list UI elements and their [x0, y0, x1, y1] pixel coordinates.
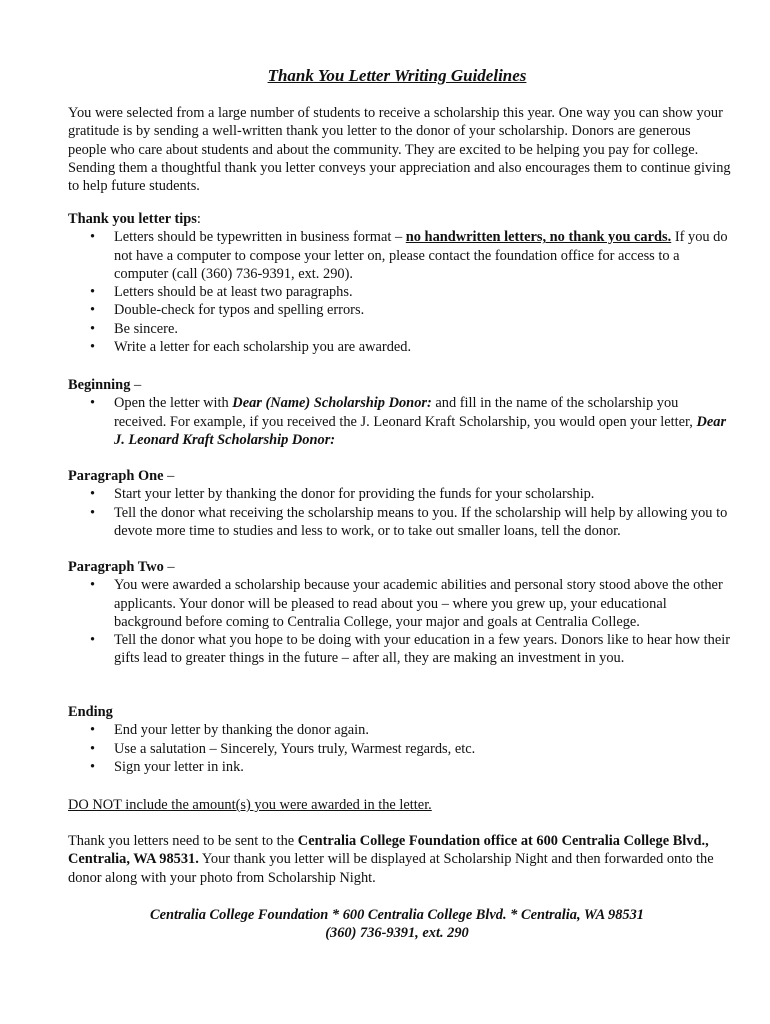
list-item: • End your letter by thanking the donor again.: [68, 721, 732, 739]
ending-heading-label: Ending: [68, 704, 113, 720]
beginning-list: [68, 394, 732, 449]
foundation-address: Centralia College Foundation office at 600 Centralia College Blvd., Centralia, WA 98531.: [68, 833, 709, 868]
paragraph-two-list: [68, 576, 732, 667]
paragraph-one-heading-label: Paragraph One: [68, 468, 164, 484]
paragraph-one-heading-suffix: –: [163, 468, 175, 484]
tips-section: [68, 210, 732, 356]
tips-list: [68, 228, 732, 356]
list-item: • You were awarded a scholarship because your academic abilities and personal story stood above the other applicants. Your donor will be pleased to read about you – where you grew up, your educational background before coming to Centralia College, your major and goals at Centralia College.: [68, 576, 732, 631]
beginning-section: [68, 376, 732, 449]
footer-line-2: (360) 736-9391, ext. 290: [325, 925, 469, 941]
list-item: [68, 394, 732, 449]
list-item: • Sign your letter in ink.: [68, 758, 732, 776]
beginning-heading-label: Beginning: [68, 377, 131, 393]
paragraph-two-heading: [68, 558, 732, 576]
paragraph-one-heading: [68, 467, 732, 485]
tip-text-continued: If you do not have a computer to compose your letter on, please contact the foundation office for access to a computer (call (360) 736-9391, ext. 290).: [114, 229, 728, 282]
tips-heading: [68, 210, 732, 228]
list-item: [68, 228, 732, 283]
ending-list: [68, 721, 732, 776]
closing-text-continued: Your thank you letter will be displayed at Scholarship Night and then forwarded onto the donor along with your photo from Scholarship Night.: [68, 851, 714, 886]
page-title: Thank You Letter Writing Guidelines: [267, 66, 527, 85]
list-item: • Write a letter for each scholarship you are awarded.: [68, 338, 732, 356]
list-item: • Tell the donor what receiving the scholarship means to you. If the scholarship will help by allowing you to devote more time to studies and less to work, or to take out smaller loans, tell the donor.: [68, 504, 732, 541]
ending-heading: [68, 703, 732, 721]
salutation-example: Dear (Name) Scholarship Donor:: [232, 395, 432, 412]
ending-section: [68, 703, 732, 776]
list-item: • Letters should be at least two paragraphs.: [68, 283, 732, 301]
paragraph-one-list: [68, 485, 732, 540]
paragraph-one-section: [68, 467, 732, 540]
do-not-notice: DO NOT include the amount(s) you were awarded in the letter.: [68, 797, 432, 813]
closing-paragraph: [68, 832, 732, 887]
list-item: • Be sincere.: [68, 320, 732, 338]
paragraph-two-heading-suffix: –: [163, 559, 175, 575]
beginning-text-continued: and fill in the name of the scholarship you received. For example, if you received the J. Leonard Kraft Scholarship, you would open your letter,: [114, 395, 697, 430]
tip-emphasis: no handwritten letters, no thank you cards.: [405, 229, 672, 246]
tips-heading-label: Thank you letter tips: [68, 211, 197, 227]
beginning-text: Open the letter with: [114, 395, 233, 412]
list-item: • Tell the donor what you hope to be doing with your education in a few years. Donors like to hear how their gifts lead to greater things in the future – after all, they are making an investment in you.: [68, 631, 732, 668]
paragraph-two-section: [68, 558, 732, 668]
footer-line-1: Centralia College Foundation * 600 Centralia College Blvd. * Centralia, WA 98531: [149, 907, 644, 923]
paragraph-two-heading-label: Paragraph Two: [68, 559, 164, 575]
list-item: • Double-check for typos and spelling errors.: [68, 301, 732, 319]
closing-text: Thank you letters need to be sent to the: [68, 833, 298, 849]
intro-paragraph: You were selected from a large number of students to receive a scholarship this year. One way you can show your gratitude is by sending a well-written thank you letter to the donor of your scholarship. Donors are generous people who care about students and about the community. They are excited to be helping you pay for college. Sending them a thoughtful thank you letter conveys your appreciation and also encourages them to continue giving to help future students.: [68, 105, 731, 195]
beginning-heading-suffix: –: [130, 377, 142, 393]
tips-heading-suffix: :: [196, 211, 201, 227]
list-item: • Use a salutation – Sincerely, Yours truly, Warmest regards, etc.: [68, 740, 732, 758]
tip-text: Letters should be typewritten in business format –: [114, 229, 406, 246]
beginning-heading: [68, 376, 732, 394]
salutation-example-kraft: Dear J. Leonard Kraft Scholarship Donor:: [114, 413, 727, 448]
list-item: • Start your letter by thanking the donor for providing the funds for your scholarship.: [68, 485, 732, 503]
